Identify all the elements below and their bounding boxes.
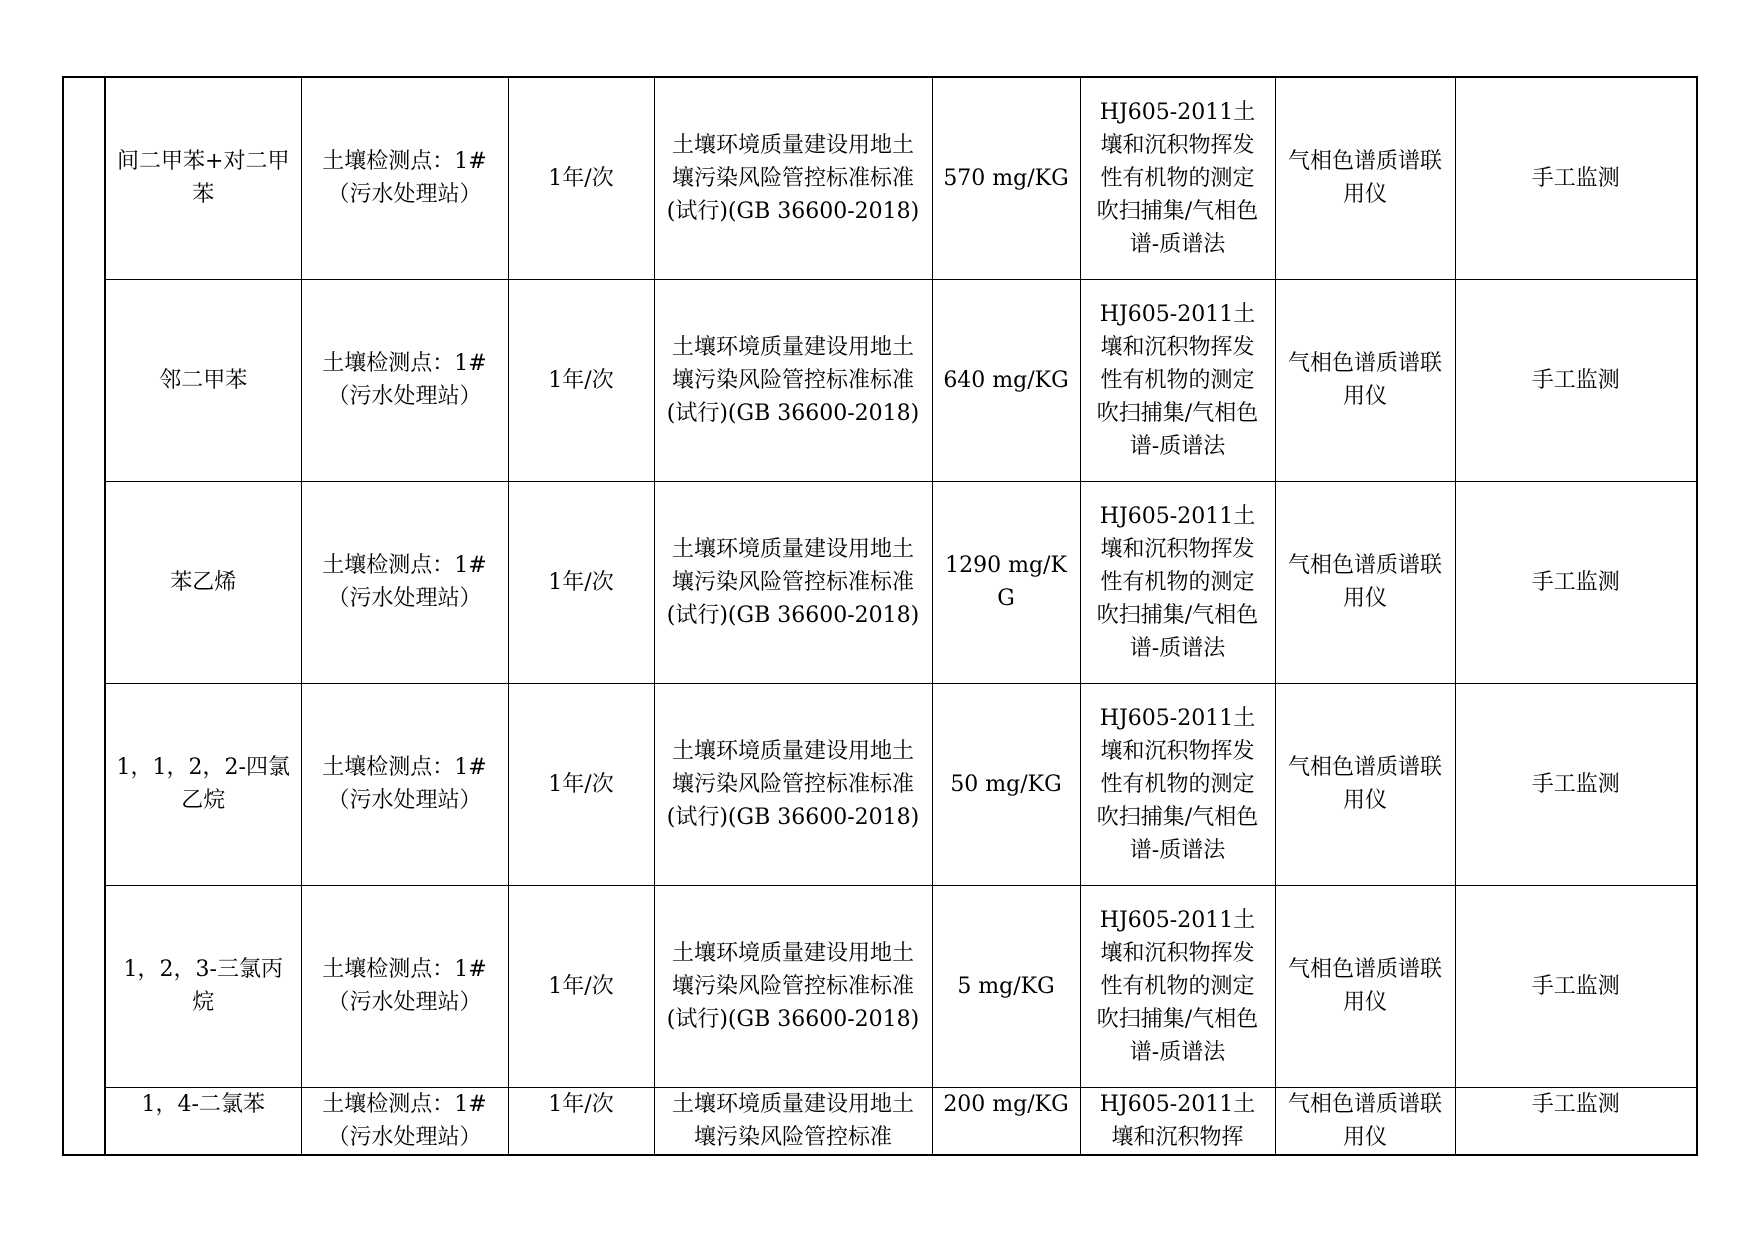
- location-cell: 土壤检测点：1#（污水处理站）: [301, 279, 508, 481]
- limit-cell: 5 mg/KG: [932, 885, 1080, 1087]
- location-cell: 土壤检测点：1#（污水处理站）: [301, 1087, 508, 1155]
- instrument-cell: 气相色谱质谱联用仪: [1275, 481, 1455, 683]
- frequency-cell: 1年/次: [508, 279, 654, 481]
- instrument-cell: 气相色谱质谱联用仪: [1275, 683, 1455, 885]
- limit-cell: 50 mg/KG: [932, 683, 1080, 885]
- pollutant-cell: 1，4-二氯苯: [105, 1087, 301, 1155]
- method-cell: HJ605-2011土壤和沉积物挥发性有机物的测定吹扫捕集/气相色谱-质谱法: [1080, 885, 1275, 1087]
- limit-cell: 1290 mg/KG: [932, 481, 1080, 683]
- mode-cell: 手工监测: [1455, 279, 1697, 481]
- mode-cell: 手工监测: [1455, 885, 1697, 1087]
- merged-category-cell: [63, 77, 105, 1155]
- instrument-cell: 气相色谱质谱联用仪: [1275, 279, 1455, 481]
- table-row: [63, 885, 1697, 1087]
- location-cell: 土壤检测点：1#（污水处理站）: [301, 683, 508, 885]
- pollutant-cell: 1，1，2，2-四氯乙烷: [105, 683, 301, 885]
- pollutant-cell: 间二甲苯+对二甲苯: [105, 77, 301, 279]
- method-cell: HJ605-2011土壤和沉积物挥: [1080, 1087, 1275, 1155]
- standard-cell: 土壤环境质量建设用地土壤污染风险管控标准标准(试行)(GB 36600-2018): [654, 683, 932, 885]
- table-row: [63, 279, 1697, 481]
- instrument-cell: 气相色谱质谱联用仪: [1275, 77, 1455, 279]
- limit-cell: 640 mg/KG: [932, 279, 1080, 481]
- mode-cell: 手工监测: [1455, 1087, 1697, 1155]
- location-cell: 土壤检测点：1#（污水处理站）: [301, 77, 508, 279]
- location-cell: 土壤检测点：1#（污水处理站）: [301, 885, 508, 1087]
- method-cell: HJ605-2011土壤和沉积物挥发性有机物的测定吹扫捕集/气相色谱-质谱法: [1080, 77, 1275, 279]
- frequency-cell: 1年/次: [508, 885, 654, 1087]
- frequency-cell: 1年/次: [508, 481, 654, 683]
- location-cell: 土壤检测点：1#（污水处理站）: [301, 481, 508, 683]
- monitoring-table: [62, 76, 1698, 1156]
- frequency-cell: 1年/次: [508, 77, 654, 279]
- limit-cell: 570 mg/KG: [932, 77, 1080, 279]
- frequency-cell: 1年/次: [508, 683, 654, 885]
- standard-cell: 土壤环境质量建设用地土壤污染风险管控标准标准(试行)(GB 36600-2018): [654, 77, 932, 279]
- table-row: [63, 1087, 1697, 1155]
- frequency-cell: 1年/次: [508, 1087, 654, 1155]
- mode-cell: 手工监测: [1455, 77, 1697, 279]
- pollutant-cell: 苯乙烯: [105, 481, 301, 683]
- standard-cell: 土壤环境质量建设用地土壤污染风险管控标准标准(试行)(GB 36600-2018): [654, 279, 932, 481]
- mode-cell: 手工监测: [1455, 683, 1697, 885]
- pollutant-cell: 邻二甲苯: [105, 279, 301, 481]
- table-row: [63, 77, 1697, 279]
- pollutant-cell: 1，2，3-三氯丙烷: [105, 885, 301, 1087]
- table-row: [63, 683, 1697, 885]
- standard-cell: 土壤环境质量建设用地土壤污染风险管控标准标准(试行)(GB 36600-2018): [654, 885, 932, 1087]
- method-cell: HJ605-2011土壤和沉积物挥发性有机物的测定吹扫捕集/气相色谱-质谱法: [1080, 683, 1275, 885]
- mode-cell: 手工监测: [1455, 481, 1697, 683]
- instrument-cell: 气相色谱质谱联用仪: [1275, 885, 1455, 1087]
- instrument-cell: 气相色谱质谱联用仪: [1275, 1087, 1455, 1155]
- method-cell: HJ605-2011土壤和沉积物挥发性有机物的测定吹扫捕集/气相色谱-质谱法: [1080, 481, 1275, 683]
- method-cell: HJ605-2011土壤和沉积物挥发性有机物的测定吹扫捕集/气相色谱-质谱法: [1080, 279, 1275, 481]
- standard-cell: 土壤环境质量建设用地土壤污染风险管控标准: [654, 1087, 932, 1155]
- table-row: [63, 481, 1697, 683]
- limit-cell: 200 mg/KG: [932, 1087, 1080, 1155]
- standard-cell: 土壤环境质量建设用地土壤污染风险管控标准标准(试行)(GB 36600-2018): [654, 481, 932, 683]
